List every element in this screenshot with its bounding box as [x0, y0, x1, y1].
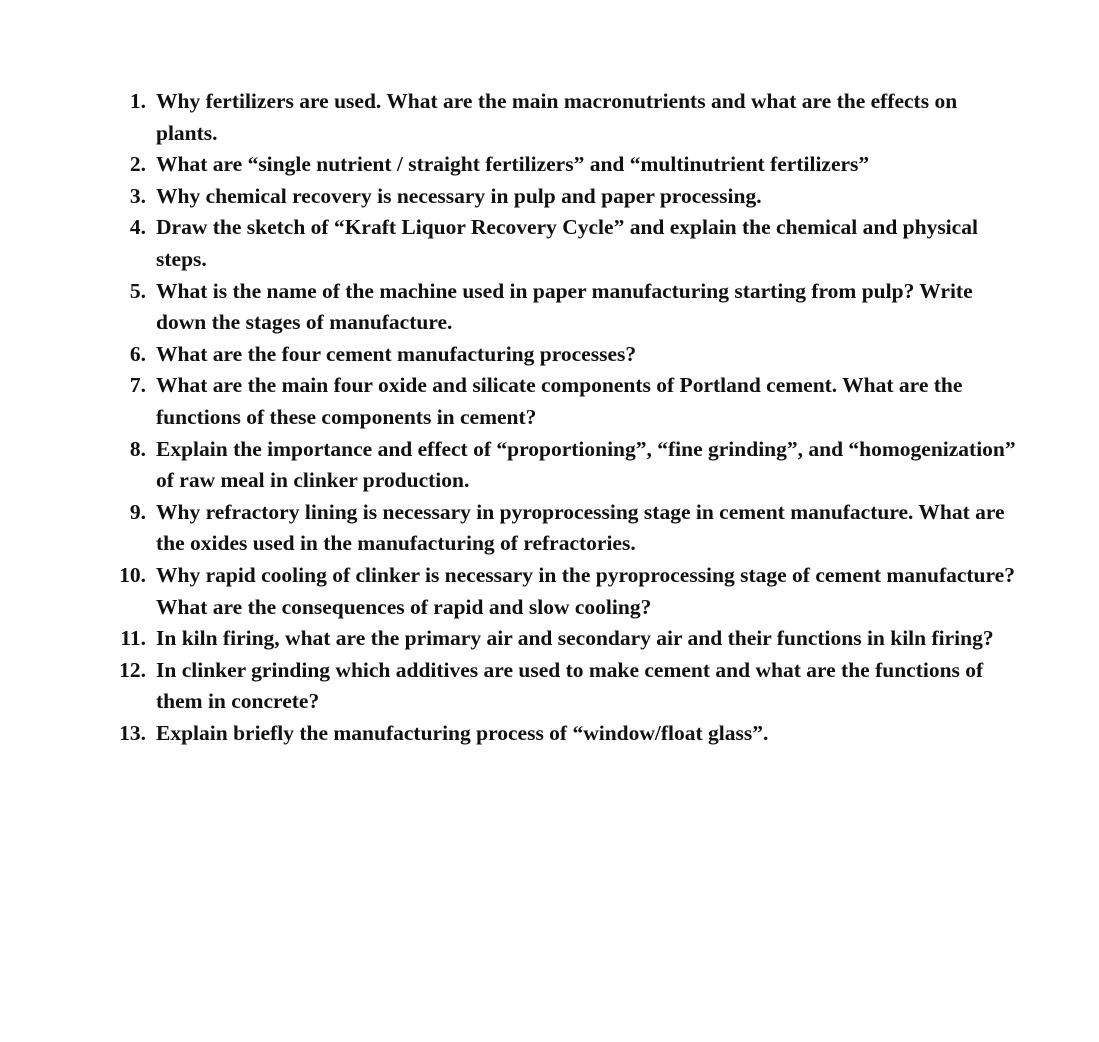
- question-list: [112, 86, 1022, 749]
- question-number: 2.: [129, 152, 146, 177]
- question-text: What are “single nutrient / straight fertilizers” and “multinutrient fertilizers”: [156, 152, 870, 177]
- question-item: [112, 434, 1022, 497]
- question-number: 9.: [129, 499, 146, 524]
- question-number: 12.: [119, 657, 146, 682]
- question-number: 6.: [129, 341, 146, 366]
- question-text: In kiln firing, what are the primary air and secondary air and their functions in kiln firing?: [156, 626, 994, 651]
- question-number: 7.: [129, 373, 146, 398]
- question-item: [112, 276, 1022, 339]
- question-item: [112, 560, 1022, 623]
- question-text: Why refractory lining is necessary in pyroprocessing stage in cement manufacture. What are the oxides used in the manufacturing of refractories.: [156, 499, 1005, 556]
- question-item: [112, 149, 1022, 181]
- question-text: Why fertilizers are used. What are the main macronutrients and what are the effects on plants.: [156, 89, 958, 145]
- question-item: [112, 623, 1022, 655]
- question-text: Why rapid cooling of clinker is necessary in the pyroprocessing stage of cement manufacture? What are the consequences of rapid and slow cooling?: [156, 562, 1015, 619]
- question-item: [112, 718, 1022, 750]
- question-number: 1.: [129, 89, 146, 113]
- question-number: 3.: [129, 183, 146, 208]
- question-item: [112, 212, 1022, 275]
- question-number: 11.: [120, 626, 146, 651]
- question-item: [112, 339, 1022, 371]
- question-item: [112, 370, 1022, 433]
- question-text: What are the four cement manufacturing processes?: [156, 341, 637, 366]
- question-text: What are the main four oxide and silicate components of Portland cement. What are the functions of these components in cement?: [156, 373, 963, 429]
- question-item: [112, 86, 1022, 149]
- question-number: 4.: [129, 215, 146, 240]
- question-item: [112, 181, 1022, 213]
- question-text: Draw the sketch of “Kraft Liquor Recovery Cycle” and explain the chemical and physical steps.: [156, 215, 978, 271]
- question-text: In clinker grinding which additives are used to make cement and what are the functions of them in concrete?: [156, 657, 984, 714]
- question-text: Explain briefly the manufacturing process of “window/float glass”.: [156, 720, 769, 745]
- question-text: What is the name of the machine used in paper manufacturing starting from pulp? Write down the stages of manufacture.: [156, 278, 973, 335]
- question-text: Why chemical recovery is necessary in pulp and paper processing.: [156, 183, 762, 208]
- question-number: 10.: [119, 562, 146, 587]
- question-item: [112, 497, 1022, 560]
- question-number: 13.: [119, 720, 146, 745]
- question-number: 8.: [129, 436, 146, 461]
- question-number: 5.: [129, 278, 146, 303]
- question-text: Explain the importance and effect of “proportioning”, “fine grinding”, and “homogenization” of raw meal in clinker production.: [156, 436, 1016, 493]
- question-item: [112, 655, 1022, 718]
